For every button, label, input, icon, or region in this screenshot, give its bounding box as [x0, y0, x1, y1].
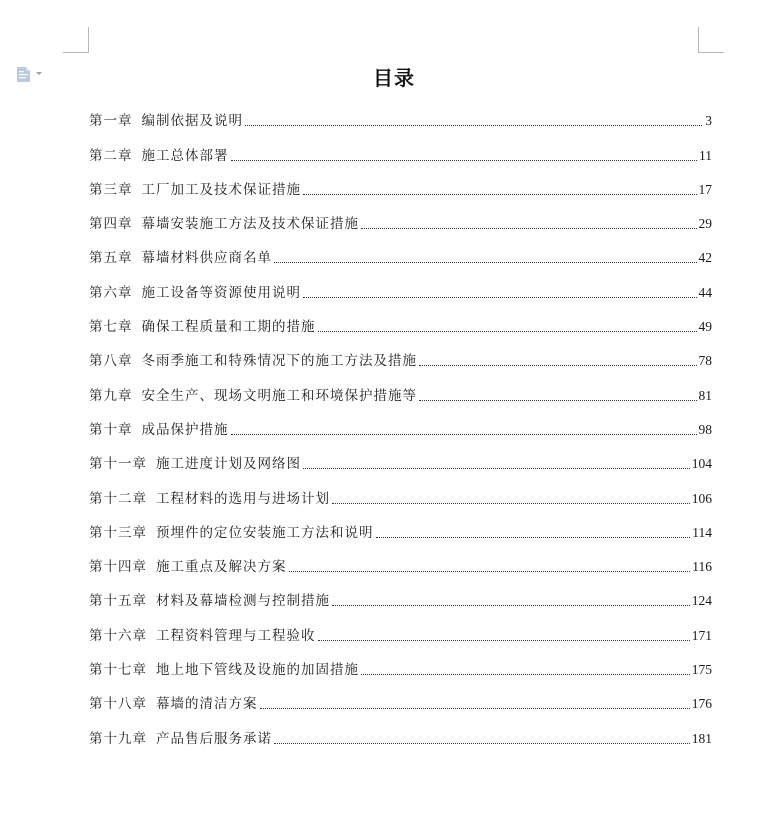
toc-chapter-number: 第十章	[89, 421, 133, 438]
dot-leader	[289, 571, 691, 572]
toc-chapter-number: 第十八章	[89, 696, 147, 713]
toc-entry[interactable]	[89, 207, 712, 241]
toc-chapter-number: 第十四章	[89, 559, 147, 576]
toc-chapter-number: 第十七章	[89, 662, 147, 679]
toc-entry[interactable]	[89, 344, 712, 378]
toc-title: 目录	[373, 66, 415, 90]
toc-heading: 确保工程质量和工期的措施	[141, 319, 316, 336]
toc-entry[interactable]	[89, 550, 712, 584]
dot-leader	[231, 160, 698, 161]
toc-page-number: 44	[698, 284, 712, 300]
toc-heading: 编制依据及说明	[141, 113, 243, 130]
dot-leader	[318, 331, 697, 332]
toc-page-number: 98	[698, 421, 712, 437]
page-margin-corner-top-right	[698, 27, 724, 53]
toc-chapter-number: 第十六章	[89, 627, 147, 644]
toc-page-number: 176	[691, 696, 712, 712]
dot-leader	[303, 194, 697, 195]
toc-page-number: 49	[698, 319, 712, 335]
toc-page-number: 78	[698, 353, 712, 369]
toc-chapter-number: 第一章	[89, 113, 133, 130]
toc-entry[interactable]	[89, 721, 712, 755]
dot-leader	[332, 605, 690, 606]
toc-page-number: 124	[691, 593, 712, 609]
toc-entry[interactable]	[89, 310, 712, 344]
toc-chapter-number: 第三章	[89, 181, 133, 198]
toc-heading: 幕墙的清洁方案	[156, 696, 258, 713]
toc-entry[interactable]	[89, 618, 712, 652]
toc-chapter-number: 第十九章	[89, 730, 147, 747]
dot-leader	[231, 434, 697, 435]
dot-leader	[419, 365, 697, 366]
page-margin-corner-top-left	[63, 27, 89, 53]
toc-page-number: 114	[692, 524, 712, 540]
toc-chapter-number: 第十五章	[89, 593, 147, 610]
toc-chapter-number: 第五章	[89, 250, 133, 267]
toc-page-number: 29	[698, 216, 712, 232]
toc-page-number: 171	[691, 627, 712, 643]
toc-entry[interactable]	[89, 687, 712, 721]
toc-heading: 地上地下管线及设施的加固措施	[156, 662, 359, 679]
toc-heading: 幕墙材料供应商名单	[141, 250, 272, 267]
toc-heading: 成品保护措施	[141, 421, 229, 438]
toc-heading: 预埋件的定位安装施工方法和说明	[156, 524, 374, 541]
dot-leader	[332, 503, 690, 504]
toc-page-number: 181	[691, 730, 712, 746]
toc-heading: 幕墙安装施工方法及技术保证措施	[141, 216, 359, 233]
toc-page-number: 81	[698, 387, 712, 403]
toc-chapter-number: 第六章	[89, 284, 133, 301]
toc-heading: 产品售后服务承诺	[156, 730, 272, 747]
toc-page-number: 17	[698, 181, 712, 197]
dot-leader	[318, 640, 690, 641]
toc-chapter-number: 第十三章	[89, 524, 147, 541]
dot-leader	[260, 708, 690, 709]
toc-page-number: 104	[691, 456, 712, 472]
table-of-contents	[89, 104, 712, 756]
dot-leader	[361, 674, 690, 675]
toc-entry[interactable]	[89, 241, 712, 275]
toc-chapter-number: 第九章	[89, 387, 133, 404]
dot-leader	[303, 297, 697, 298]
toc-entry[interactable]	[89, 584, 712, 618]
toc-page-number: 11	[699, 147, 712, 163]
dot-leader	[376, 537, 691, 538]
toc-heading: 工程资料管理与工程验收	[156, 627, 316, 644]
toc-entry[interactable]	[89, 173, 712, 207]
toc-heading: 冬雨季施工和特殊情况下的施工方法及措施	[141, 353, 417, 370]
toc-entry[interactable]	[89, 447, 712, 481]
toc-chapter-number: 第二章	[89, 147, 133, 164]
toc-entry[interactable]	[89, 413, 712, 447]
toc-heading: 施工设备等资源使用说明	[141, 284, 301, 301]
dot-leader	[419, 400, 697, 401]
toc-heading: 施工总体部署	[141, 147, 229, 164]
toc-chapter-number: 第十二章	[89, 490, 147, 507]
toc-chapter-number: 第八章	[89, 353, 133, 370]
dot-leader	[361, 228, 697, 229]
toc-chapter-number: 第四章	[89, 216, 133, 233]
toc-heading: 安全生产、现场文明施工和环境保护措施等	[141, 387, 417, 404]
toc-entry[interactable]	[89, 378, 712, 412]
toc-page-number: 106	[691, 490, 712, 506]
toc-entry[interactable]	[89, 653, 712, 687]
toc-heading: 工程材料的选用与进场计划	[156, 490, 330, 507]
toc-heading: 施工重点及解决方案	[156, 559, 287, 576]
toc-entry[interactable]	[89, 516, 712, 550]
toc-heading: 工厂加工及技术保证措施	[141, 181, 301, 198]
toc-entry[interactable]	[89, 481, 712, 515]
toc-page-number: 3	[705, 113, 712, 129]
dot-leader	[245, 125, 702, 126]
toc-heading: 施工进度计划及网络图	[156, 456, 301, 473]
dot-leader	[274, 743, 690, 744]
toc-page-number: 116	[692, 559, 712, 575]
toc-entry[interactable]	[89, 104, 712, 138]
toc-chapter-number: 第十一章	[89, 456, 147, 473]
toc-page-number: 42	[698, 250, 712, 266]
toc-heading: 材料及幕墙检测与控制措施	[156, 593, 330, 610]
toc-entry[interactable]	[89, 138, 712, 172]
toc-chapter-number: 第七章	[89, 319, 133, 336]
dot-leader	[303, 468, 690, 469]
toc-entry[interactable]	[89, 275, 712, 309]
dot-leader	[274, 262, 697, 263]
toc-page-number: 175	[691, 662, 712, 678]
